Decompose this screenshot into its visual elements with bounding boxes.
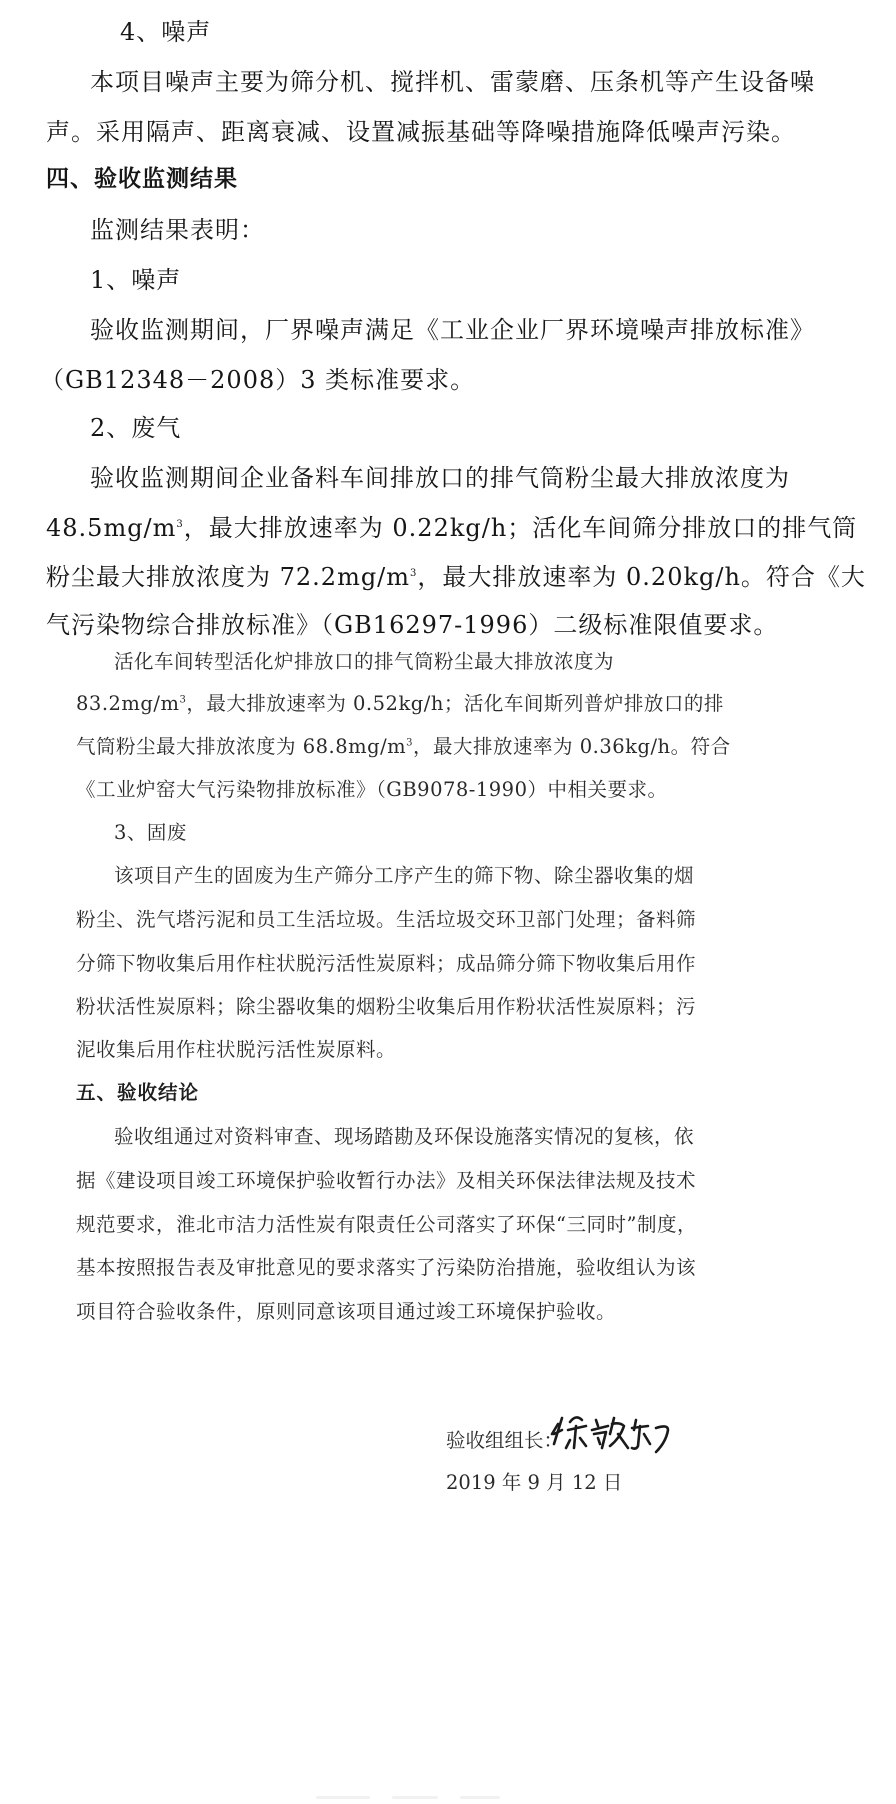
scan-artifact [460, 1796, 500, 1799]
handwritten-signature [548, 1404, 676, 1464]
signature-label: 验收组组长： [446, 1429, 564, 1452]
paragraph-line: 据《建设项目竣工环境保护验收暂行办法》及相关环保法律法规及技术 [76, 1169, 697, 1192]
paragraph-line: 验收监测期间，厂界噪声满足《工业企业厂界环境噪声排放标准》 [90, 316, 815, 344]
paragraph-line: $48.5mg/m^3$，最大排放速率为 0.22kg/h；活化车间筛分排放口的排气筒 [46, 514, 858, 542]
paragraph-line: （GB12348－2008）3 类标准要求。 [40, 366, 476, 394]
paragraph-line: 基本按照报告表及审批意见的要求落实了污染防治措施，验收组认为该 [76, 1256, 697, 1279]
paragraph-line: 本项目噪声主要为筛分机、搅拌机、雷蒙磨、压条机等产生设备噪 [90, 68, 815, 96]
subsection-title-noise: 4、噪声 [120, 18, 212, 46]
paragraph-line: 验收组通过对资料审查、现场踏勘及环保设施落实情况的复核，依 [114, 1125, 695, 1148]
paragraph-line: 粉状活性炭原料；除尘器收集的烟粉尘收集后用作粉状活性炭原料；污 [76, 995, 697, 1018]
subsection-title-noise-result: 1、噪声 [90, 266, 182, 294]
section-heading-conclusion: 五、验收结论 [76, 1081, 200, 1104]
paragraph-line: 泥收集后用作柱状脱污活性炭原料。 [76, 1038, 397, 1061]
subsection-title-exhaust: 2、废气 [90, 414, 182, 442]
paragraph-line: 活化车间转型活化炉排放口的排气筒粉尘最大排放浓度为 [114, 650, 615, 673]
paragraph-line: 粉尘最大排放浓度为 $72.2mg/m^3$，最大排放速率为 0.20kg/h。符合《大 [46, 563, 866, 591]
signature-date: 2019 年 9 月 12 日 [446, 1471, 623, 1494]
paragraph-line: 该项目产生的固废为生产筛分工序产生的筛下物、除尘器收集的烟 [114, 864, 695, 887]
paragraph-line: 声。采用隔声、距离衰减、设置减振基础等降噪措施降低噪声污染。 [46, 118, 796, 146]
scan-artifact [316, 1796, 370, 1799]
subsection-title-solid-waste: 3、固废 [114, 821, 187, 844]
paragraph-line: 气污染物综合排放标准》（GB16297-1996）二级标准限值要求。 [46, 611, 779, 639]
paragraph-line: 验收监测期间企业备料车间排放口的排气筒粉尘最大排放浓度为 [90, 464, 790, 492]
paragraph-line: 气筒粉尘最大排放浓度为 $68.8mg/m^3$，最大排放速率为 0.36kg/h。符合 [76, 735, 731, 758]
paragraph-line: $83.2mg/m^3$，最大排放速率为 0.52kg/h；活化车间斯列普炉排放口的排 [76, 692, 724, 715]
paragraph-line: 规范要求，淮北市洁力活性炭有限责任公司落实了环保“三同时”制度， [76, 1213, 697, 1236]
paragraph-line: 《工业炉窑大气污染物排放标准》（GB9078-1990）中相关要求。 [76, 778, 668, 801]
paragraph-line: 监测结果表明： [90, 216, 265, 244]
paragraph-line: 粉尘、洗气塔污泥和员工生活垃圾。生活垃圾交环卫部门处理；备料筛 [76, 908, 697, 931]
section-heading-monitoring-results: 四、验收监测结果 [46, 165, 238, 192]
paragraph-line: 分筛下物收集后用作柱状脱污活性炭原料；成品筛分筛下物收集后用作 [76, 952, 697, 975]
paragraph-line: 项目符合验收条件，原则同意该项目通过竣工环境保护验收。 [76, 1300, 617, 1323]
scan-artifact [392, 1796, 438, 1799]
